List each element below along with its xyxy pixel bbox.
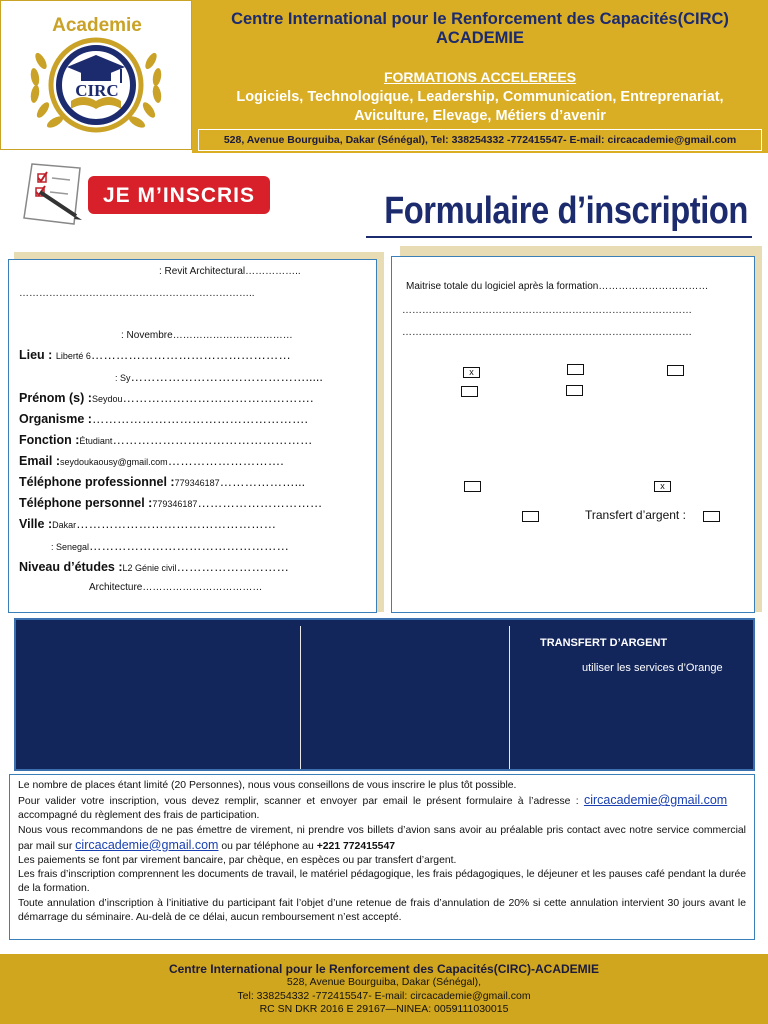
checkbox-option-1[interactable]: x [463,367,480,378]
objectif-line-2[interactable]: …………………………………………………………………………… [402,305,692,316]
transfer-label: Transfert d’argent : [585,508,686,522]
footer-address: 528, Avenue Bourguiba, Dakar (Sénégal), [286,976,482,988]
footer-title: Centre International pour le Renforcement des Capacités(CIRC)-ACADEMIE [168,962,600,976]
checkbox-option-3[interactable] [667,365,684,376]
note-cancellation: Toute annulation d’inscription à l’initiative du participant fait l’objet d’une retenue de frais d’annulation de 20% si cette annulation intervient 30 jours avant le démarrage du séminaire. Au-delà de ce délai, aucun remboursement n’est accepté. [18,897,746,923]
inscris-label: JE M’INSCRIS [102,184,256,207]
checkbox-payment-1[interactable] [464,481,481,492]
checkbox-payment-3[interactable] [522,511,539,522]
email-field[interactable]: Email :seydoukaousy@gmail.com………………………. [19,454,284,468]
date-field[interactable]: : Novembre……………………………… [121,330,293,341]
note-recommendation: Nous vous recommandons de ne pas émettre de virement, ni prendre vos billets d’avion sans avoir au préalable pris contact avec notre service commercial par mail sur circacademie@gmail.com ou par téléphone au +221 772415547 [18,824,746,852]
formation-domains: Logiciels, Technologique, Leadership, Communication, Entreprenariat, Aviculture, Elevage, Métiers d’avenir [236,89,724,124]
pays-field[interactable]: : Senegal………………………………………… [51,539,290,553]
form-title: Formulaire d’inscription [384,190,748,232]
formation-field[interactable]: : Revit Architectural…………….. [159,266,301,277]
note-places: Le nombre de places étant limité (20 Personnes), nous vous conseillons de vous inscrire le plus tôt possible. [18,780,517,791]
footer-registration: RC SN DKR 2016 E 29167—NINEA: 0059111030015 [259,1003,509,1015]
title-underline [366,236,752,238]
checkbox-option-2[interactable] [567,364,584,375]
conditions-notes [9,774,755,940]
header-address: 528, Avenue Bourguiba, Dakar (Sénégal), Tel: 338254332 -772415547- E-mail: circacademie@gmail.com [198,129,762,151]
options-form [391,256,755,613]
email-link-1[interactable]: circacademie@gmail.com [583,793,728,808]
lieu-field[interactable]: Lieu : Liberté 6………………………………………… [19,348,291,362]
header-title: Centre International pour le Renforcement des Capacités(CIRC) ACADEMIE [231,10,729,47]
formations-heading: FORMATIONS ACCELEREES [383,69,577,85]
checkbox-transfer[interactable] [703,511,720,522]
tel-perso-field[interactable]: Téléphone personnel :779346187………………………… [19,496,323,510]
nom-field[interactable]: : Sy……………………………………..... [115,370,323,384]
email-link-2[interactable]: circacademie@gmail.com [75,837,219,852]
objectif-line-3[interactable]: …………………………………………………………………………… [402,327,692,338]
payment-transfer-note: utiliser les services d’Orange [582,662,723,674]
logo-text: Academie [52,15,142,36]
form-pen-icon [10,158,100,230]
ville-field[interactable]: Ville :Dakar………………………………………… [19,517,277,531]
note-validation: Pour valider votre inscription, vous devez remplir, scanner et envoyer par email le présent formulaire à l’adresse : circacademie@gmail.com accompagné du règlement des frais de participation. [18,793,728,822]
niveau-field[interactable]: Niveau d’études :L2 Génie civil……………………… [19,560,290,574]
footer [0,954,768,1024]
tel-pro-field[interactable]: Téléphone professionnel :779346187………………... [19,475,306,489]
objectif-line-1[interactable]: Maitrise totale du logiciel après la formation…………………………… [406,281,709,292]
checkbox-option-4[interactable] [461,386,478,397]
payment-separator-2 [509,626,510,769]
payment-separator-1 [300,626,301,769]
prenom-field[interactable]: Prénom (s) :Seydou………………………………………. [19,391,314,405]
organisme-field[interactable]: Organisme :……………………………………………. [19,412,308,426]
checkbox-payment-2[interactable]: x [654,481,671,492]
logo-box [0,0,192,150]
payment-band [14,618,755,771]
checkbox-option-5[interactable] [566,385,583,396]
payment-transfer-title: TRANSFERT D’ARGENT [540,637,668,649]
footer-contact: Tel: 338254332 -772415547- E-mail: circacademie@gmail.com [237,989,531,1002]
formation-line-2[interactable]: …………………………………………………………….. [19,288,255,299]
header-band [192,0,768,153]
note-payments: Les paiements se font par virement bancaire, par chèque, en espèces ou par transfert d’argent. [18,855,457,867]
phone-number: +221 772415547 [316,840,396,852]
inscris-banner [10,158,272,230]
participant-form [8,259,377,613]
logo-initials: CIRC [75,81,119,100]
specialite-field[interactable]: Architecture……………………………… [89,582,263,593]
note-fees: Les frais d’inscription comprennent les documents de travail, le matériel pédagogique, les frais pédagogiques, le déjeuner et les pauses café pendant la durée de la formation. [18,869,746,895]
fonction-field[interactable]: Fonction :Étudiant………………………………………… [19,433,313,447]
